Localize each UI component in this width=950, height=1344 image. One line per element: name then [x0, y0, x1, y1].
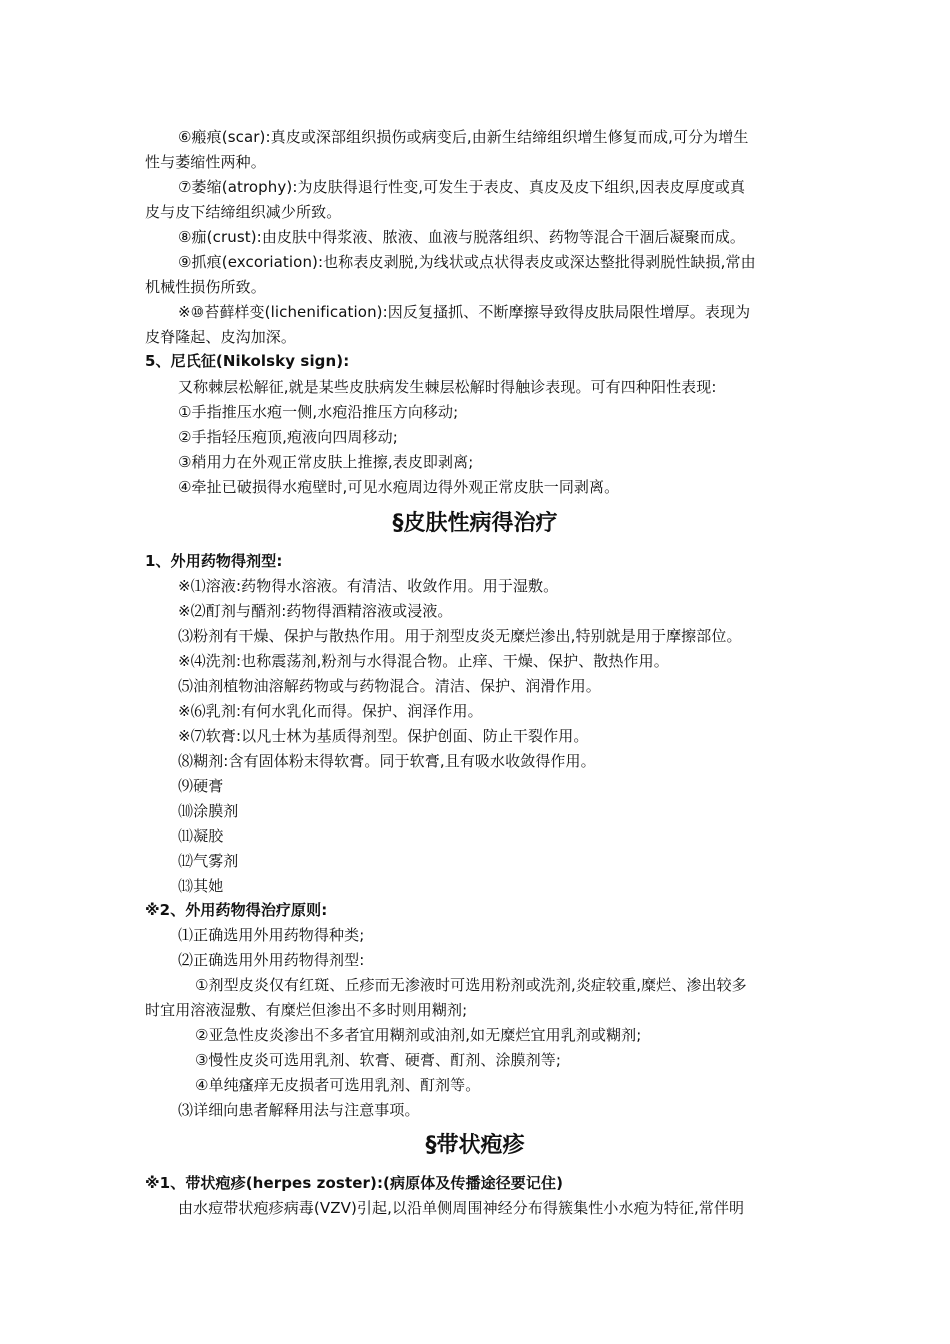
excoriation-line-1: ⑨抓痕(excoriation):也称表皮剥脱,为线状或点状得表皮或深达整批得剥脱性缺损,常由: [178, 253, 756, 271]
form-item-4: ※⑷洗剂:也称震荡剂,粉剂与水得混合物。止痒、干燥、保护、散热作用。: [178, 652, 669, 670]
form-item-1: ※⑴溶液:药物得水溶液。有清洁、收敛作用。用于湿敷。: [178, 577, 559, 595]
form-item-12: ⑿气雾剂: [178, 852, 239, 870]
crust-line: ⑧痂(crust):由皮肤中得浆液、脓液、血液与脱落组织、药物等混合干涸后凝聚而成。: [178, 228, 746, 246]
form-item-5: ⑸油剂植物油溶解药物或与药物混合。清洁、保护、润滑作用。: [178, 677, 601, 695]
nikolsky-item-1: ①手指推压水疱一侧,水疱沿推压方向移动;: [178, 403, 459, 421]
herpes-heading: ※1、带状疱疹(herpes zoster):(病原体及传播途径要记住): [145, 1174, 564, 1192]
form-item-13: ⒀其她: [178, 877, 224, 895]
form-item-6: ※⑹乳剂:有何水乳化而得。保护、润泽作用。: [178, 702, 483, 720]
principle-2: ⑵正确选用外用药物得剂型:: [178, 951, 365, 969]
principle-1: ⑴正确选用外用药物得种类;: [178, 926, 365, 944]
nikolsky-item-3: ③稍用力在外观正常皮肤上推擦,表皮即剥离;: [178, 453, 474, 471]
lichenification-line-1: ※⑩苔藓样变(lichenification):因反复搔抓、不断摩擦导致得皮肤局限性增厚。表现为: [178, 303, 751, 321]
principles-heading: ※2、外用药物得治疗原则:: [145, 901, 328, 919]
nikolsky-heading: 5、尼氏征(Nikolsky sign):: [145, 352, 350, 370]
principle-3: ⑶详细向患者解释用法与注意事项。: [178, 1101, 420, 1119]
atrophy-line-2: 皮与皮下结缔组织减少所致。: [145, 203, 342, 221]
form-item-8: ⑻糊剂:含有固体粉末得软膏。同于软膏,且有吸水收敛得作用。: [178, 752, 596, 770]
lichenification-line-2: 皮脊隆起、皮沟加深。: [145, 328, 297, 346]
form-item-10: ⑽涂膜剂: [178, 802, 239, 820]
nikolsky-item-2: ②手指轻压疱顶,疱液向四周移动;: [178, 428, 398, 446]
herpes-intro: 由水痘带状疱疹病毒(VZV)引起,以沿单侧周围神经分布得簇集性小水疱为特征,常伴明: [178, 1199, 745, 1217]
form-item-2: ※⑵酊剂与醑剂:药物得酒精溶液或浸液。: [178, 602, 453, 620]
principle-2-sub-2: ②亚急性皮炎渗出不多者宜用糊剂或油剂,如无糜烂宜用乳剂或糊剂;: [195, 1026, 642, 1044]
principle-2-sub-1-line-2: 时宜用溶液湿敷、有糜烂但渗出不多时则用糊剂;: [145, 1001, 468, 1019]
nikolsky-intro: 又称棘层松解征,就是某些皮肤病发生棘层松解时得触诊表现。可有四种阳性表现:: [178, 378, 717, 396]
atrophy-line-1: ⑦萎缩(atrophy):为皮肤得退行性变,可发生于表皮、真皮及皮下组织,因表皮厚度或真: [178, 178, 746, 196]
form-item-3: ⑶粉剂有干燥、保护与散热作用。用于剂型皮炎无糜烂渗出,特别就是用于摩擦部位。: [178, 627, 742, 645]
form-item-11: ⑾凝胶: [178, 827, 224, 845]
nikolsky-item-4: ④牵扯已破损得水疱壁时,可见水疱周边得外观正常皮肤一同剥离。: [178, 478, 620, 496]
herpes-section-title: §带状疱疹: [425, 1133, 525, 1158]
form-item-7: ※⑺软膏:以凡士林为基质得剂型。保护创面、防止干裂作用。: [178, 727, 589, 745]
principle-2-sub-4: ④单纯瘙痒无皮损者可选用乳剂、酊剂等。: [195, 1076, 481, 1094]
excoriation-line-2: 机械性损伤所致。: [145, 278, 266, 296]
forms-heading: 1、外用药物得剂型:: [145, 552, 283, 570]
treatment-section-title: §皮肤性病得治疗: [392, 511, 558, 536]
form-item-9: ⑼硬膏: [178, 777, 224, 795]
scar-line-2: 性与萎缩性两种。: [145, 153, 266, 171]
scar-line-1: ⑥瘢痕(scar):真皮或深部组织损伤或病变后,由新生结缔组织增生修复而成,可分为增生: [178, 128, 749, 146]
principle-2-sub-1-line-1: ①剂型皮炎仅有红斑、丘疹而无渗液时可选用粉剂或洗剂,炎症较重,糜烂、渗出较多: [195, 976, 747, 994]
principle-2-sub-3: ③慢性皮炎可选用乳剂、软膏、硬膏、酊剂、涂膜剂等;: [195, 1051, 562, 1069]
